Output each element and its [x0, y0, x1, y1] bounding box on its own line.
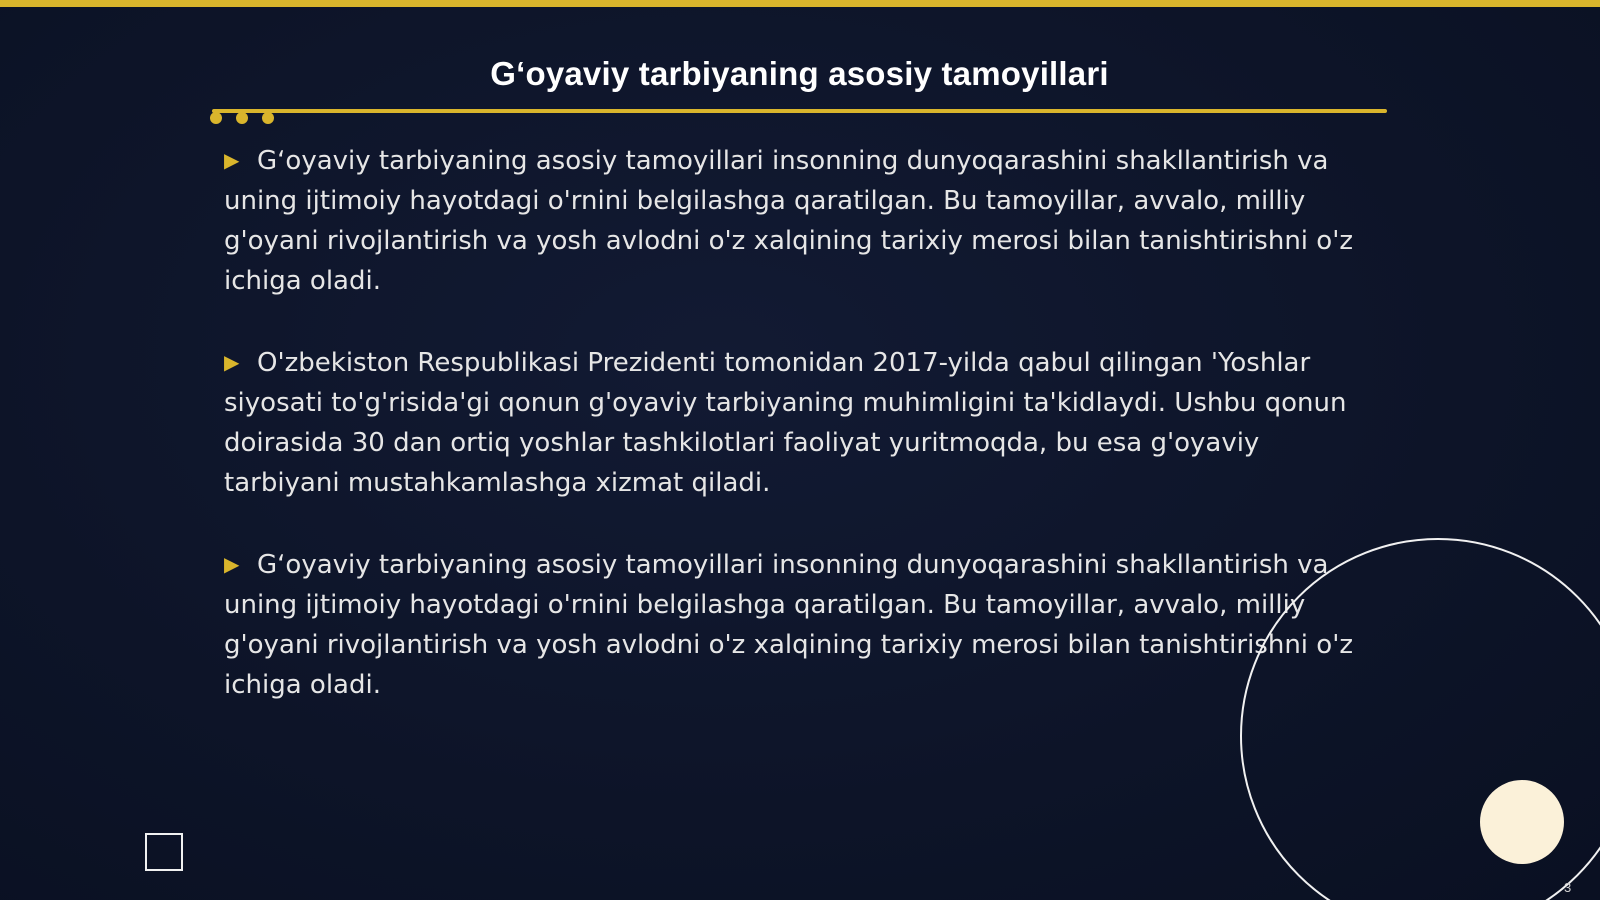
decor-dot: [262, 112, 274, 124]
bullet-item: [224, 140, 1364, 301]
slide-title: Gʻoyaviy tarbiyaning asosiy tamoyillari: [490, 55, 1109, 92]
triangle-bullet-icon: ▶: [224, 552, 240, 576]
bullet-text: Gʻoyaviy tarbiyaning asosiy tamoyillari insonning dunyoqarashini shakllantirish va uning ijtimoiy hayotdagi o'rnini belgilashga qaratilgan. Bu tamoyillar, avvalo, milliy g'oyani rivojlantirish va yosh avlodni o'z xalqining tarixiy merosi bilan tanishtirishni o'z ichiga oladi.: [224, 146, 1353, 296]
top-accent-bar: [0, 0, 1600, 7]
bullet-item: [224, 544, 1364, 705]
decor-circle-filled: [1480, 780, 1564, 864]
decor-dot: [236, 112, 248, 124]
bullet-item: [224, 342, 1364, 503]
triangle-bullet-icon: ▶: [224, 148, 240, 172]
triangle-bullet-icon: ▶: [224, 350, 240, 374]
page-number: 3: [1564, 880, 1572, 895]
title-underline: [212, 109, 1387, 113]
bullet-list: [224, 140, 1364, 746]
decor-dot: [210, 112, 222, 124]
bullet-text: O'zbekiston Respublikasi Prezidenti tomonidan 2017-yilda qabul qilingan 'Yoshlar siyosati to'g'risida'gi qonun g'oyaviy tarbiyaning muhimligini ta'kidlaydi. Ushbu qonun doirasida 30 dan ortiq yoshlar tashkilotlari faoliyat yuritmoqda, bu esa g'oyaviy tarbiyani mustahkamlashga xizmat qiladi.: [224, 348, 1347, 498]
decor-square-outline: [145, 833, 183, 871]
bullet-text: Gʻoyaviy tarbiyaning asosiy tamoyillari insonning dunyoqarashini shakllantirish va uning ijtimoiy hayotdagi o'rnini belgilashga qaratilgan. Bu tamoyillar, avvalo, milliy g'oyani rivojlantirish va yosh avlodni o'z xalqining tarixiy merosi bilan tanishtirishni o'z ichiga oladi.: [224, 550, 1353, 700]
